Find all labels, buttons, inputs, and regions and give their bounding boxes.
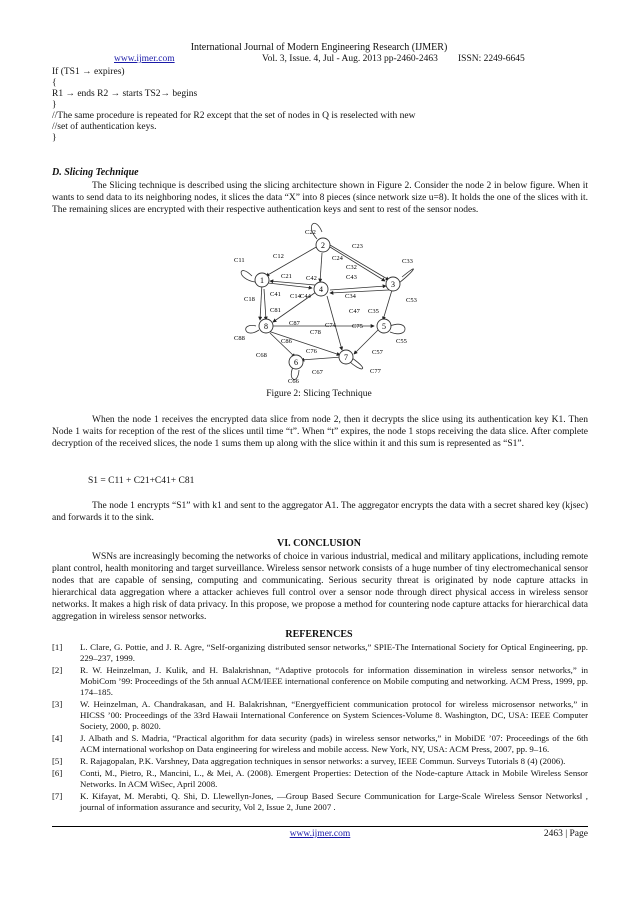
code-line: //set of authentication keys. [52, 122, 157, 132]
node-label: 5 [382, 322, 386, 331]
node-label: 1 [260, 276, 264, 285]
edge-label: C43 [346, 274, 357, 281]
edge-label: C75 [352, 323, 363, 330]
equation: S1 = C11 + C21+C41+ C81 [88, 476, 195, 486]
reference-item [52, 642, 588, 664]
edge-label: C88 [234, 335, 245, 342]
code-line: } [52, 133, 57, 143]
reference-number: [2] [52, 665, 63, 675]
edge-label: C35 [368, 308, 379, 315]
footer-website-link[interactable]: www.ijmer.com [289, 829, 351, 839]
paragraph: The node 1 encrypts “S1” with k1 and sent to the aggregator A1. The aggregator encrypts the data with a secret shared key (kjsec) and forwards it to the sink. [52, 501, 588, 523]
reference-number: [5] [52, 756, 63, 766]
node-label: 8 [264, 322, 268, 331]
edge-label: C23 [352, 243, 363, 250]
edge-label: C12 [273, 253, 284, 260]
reference-text: J. Albath and S. Madria, “Practical algorithm for data security (pads) in wireless sensor networks,” in MobiDE ’07: Proceedings of the 6th ACM international workshop on Data engineering for wireless and mobile access. New York, NY, USA: ACM Press, 2007, pp. 9–16. [80, 733, 588, 754]
code-line: { [52, 78, 57, 88]
edge-label: C24 [332, 255, 343, 262]
node-label: 4 [319, 285, 323, 294]
conclusion-paragraph: WSNs are increasingly becoming the networks of choice in various industrial, medical and military applications, including remote plant control, health monitoring and target surveillance. Wireless sensor network consists of a huge number of tiny electromechanical sensor nodes that are capable of sensing, computing and communicating. Serious security threat is originated by node capture attacks in hierarchical data aggregation where a attacker achieves full control over a sensor node through direct physical access in wireless sensor networks. It makes a high risk of data privacy. In this propose, we propose a method for countering node capture attacks for hierarchical data aggregation in wireless sensor networks. [52, 552, 588, 622]
node-label: 3 [391, 280, 395, 289]
edge-label: C32 [346, 264, 357, 271]
section-d-heading: D. Slicing Technique [52, 167, 139, 178]
edge-label: C11 [234, 257, 245, 264]
edge-label: C86 [281, 338, 292, 345]
edge-label: C74 [325, 322, 336, 329]
references-list [52, 642, 588, 814]
edge-label: C34 [345, 293, 356, 300]
header-issn: ISSN: 2249-6645 [458, 54, 525, 64]
edge-label: C18 [244, 296, 255, 303]
figure-caption: Figure 2: Slicing Technique [266, 389, 372, 399]
reference-text: L. Clare, G. Pottie, and J. R. Agre, “Self-organizing distributed sensor networks,” SPIE-The International Society for Optical Engineering, pp. 229–237, 1999. [80, 642, 588, 663]
header-volume: Vol. 3, Issue. 4, Jul - Aug. 2013 pp-2460-2463 [262, 54, 438, 64]
edge-label: C76 [306, 348, 317, 355]
edge-label: C66 [288, 378, 299, 385]
header-website-link[interactable]: www.ijmer.com [114, 54, 175, 64]
conclusion-heading: VI. CONCLUSION [277, 538, 361, 549]
edge-label: C33 [402, 258, 413, 265]
edge-label: C77 [370, 368, 381, 375]
reference-number: [7] [52, 791, 63, 801]
slicing-figure [225, 222, 435, 390]
code-line: R1 → ends R2 → starts TS2→ begins [52, 89, 198, 99]
edge-label: C57 [372, 349, 383, 356]
reference-item [52, 768, 588, 790]
reference-text: Conti, M., Pietro, R., Mancini, L., & Mei, A. (2008). Emergent Properties: Detection of the Node-capture Attack in Mobile Wireless Sensor Networks. In ACM WiSec, April 2008. [80, 768, 588, 789]
code-line: If (TS1 → expires) [52, 67, 125, 77]
edge-label: C22 [305, 229, 316, 236]
page-number: 2463 | Page [543, 829, 588, 839]
edge-label: C42 [306, 275, 317, 282]
reference-number: [1] [52, 642, 63, 652]
node-label: 2 [321, 241, 325, 250]
code-line: } [52, 100, 57, 110]
edge-label: C47 [349, 308, 360, 315]
edge-label: C14 [290, 293, 301, 300]
page-footer [52, 826, 588, 839]
reference-text: W. Heinzelman, A. Chandrakasan, and H. Balakrishnan, “Energyefficient communication protocol for wireless microsensor networks,” in HICSS ’00: Proceedings of the 33rd Hawaii International Conference on System Sciences-Volume 8. Washington, DC, USA: IEEE Computer Society, 2000, p. 8020. [80, 699, 588, 731]
edge-label: C44 [300, 293, 311, 300]
reference-item [52, 699, 588, 732]
node-label: 6 [294, 358, 298, 367]
section-d-paragraph: The Slicing technique is described using the slicing architecture shown in Figure 2. Consider the node 2 in below figure. When it wants to send data to its neighboring nodes, it slices the data “X” into 8 pieces (since network size u=8). It holds the one of the slices with it. The remaining slices are encrypted with their respective authentication keys and sent to rest of the sensor nodes. [52, 181, 588, 215]
journal-title: International Journal of Modern Engineering Research (IJMER) [190, 42, 448, 53]
references-heading: REFERENCES [285, 629, 353, 640]
reference-number: [3] [52, 699, 63, 709]
node-label: 7 [344, 353, 348, 362]
reference-item [52, 791, 588, 813]
edge-label: C68 [256, 352, 267, 359]
reference-item [52, 665, 588, 698]
reference-number: [4] [52, 733, 63, 743]
code-line: //The same procedure is repeated for R2 except that the set of nodes in Q is reselected with new [52, 111, 416, 121]
edge-label: C81 [270, 307, 281, 314]
reference-item [52, 733, 588, 755]
reference-number: [6] [52, 768, 63, 778]
reference-text: R. Rajagopalan, P.K. Varshney, Data aggregation techniques in sensor networks: a survey, IEEE Commun. Surveys Tutorials 8 (4) (2006). [80, 756, 566, 766]
edge-label: C21 [281, 273, 292, 280]
edge-label: C41 [270, 291, 281, 298]
edge-label: C53 [406, 297, 417, 304]
edge-label: C67 [312, 369, 323, 376]
reference-text: K. Kifayat, M. Merabti, Q. Shi, D. Llewellyn-Jones, ―Group Based Secure Communication for Large-Scale Wireless Sensor Networks‖ , journal of information assurance and security, Vol 2, Issue 2, June 2007 . [80, 791, 588, 812]
edge-label: C55 [396, 338, 407, 345]
reference-item [52, 756, 588, 767]
reference-text: R. W. Heinzelman, J. Kulik, and H. Balakrishnan, “Adaptive protocols for information dissemination in wireless sensor networks,” in MobiCom ’99: Proceedings of the 5th annual ACM/IEEE international conference on Mobile computing and networking. ACM Press, 1999, pp. 174–185. [80, 665, 588, 697]
edge-label: C78 [310, 329, 321, 336]
paragraph: When the node 1 receives the encrypted data slice from node 2, then it decrypts the slice using its authentication key K1. Then Node 1 waits for reception of the rest of the slices until time “t”. When “t” expires, the node 1 stops receiving the data slice. After complete decryption of the received slices, the node 1 sums them up along with the slice within it and this sum is represented as “S1”. [52, 415, 588, 449]
edge-label: C87 [289, 320, 300, 327]
